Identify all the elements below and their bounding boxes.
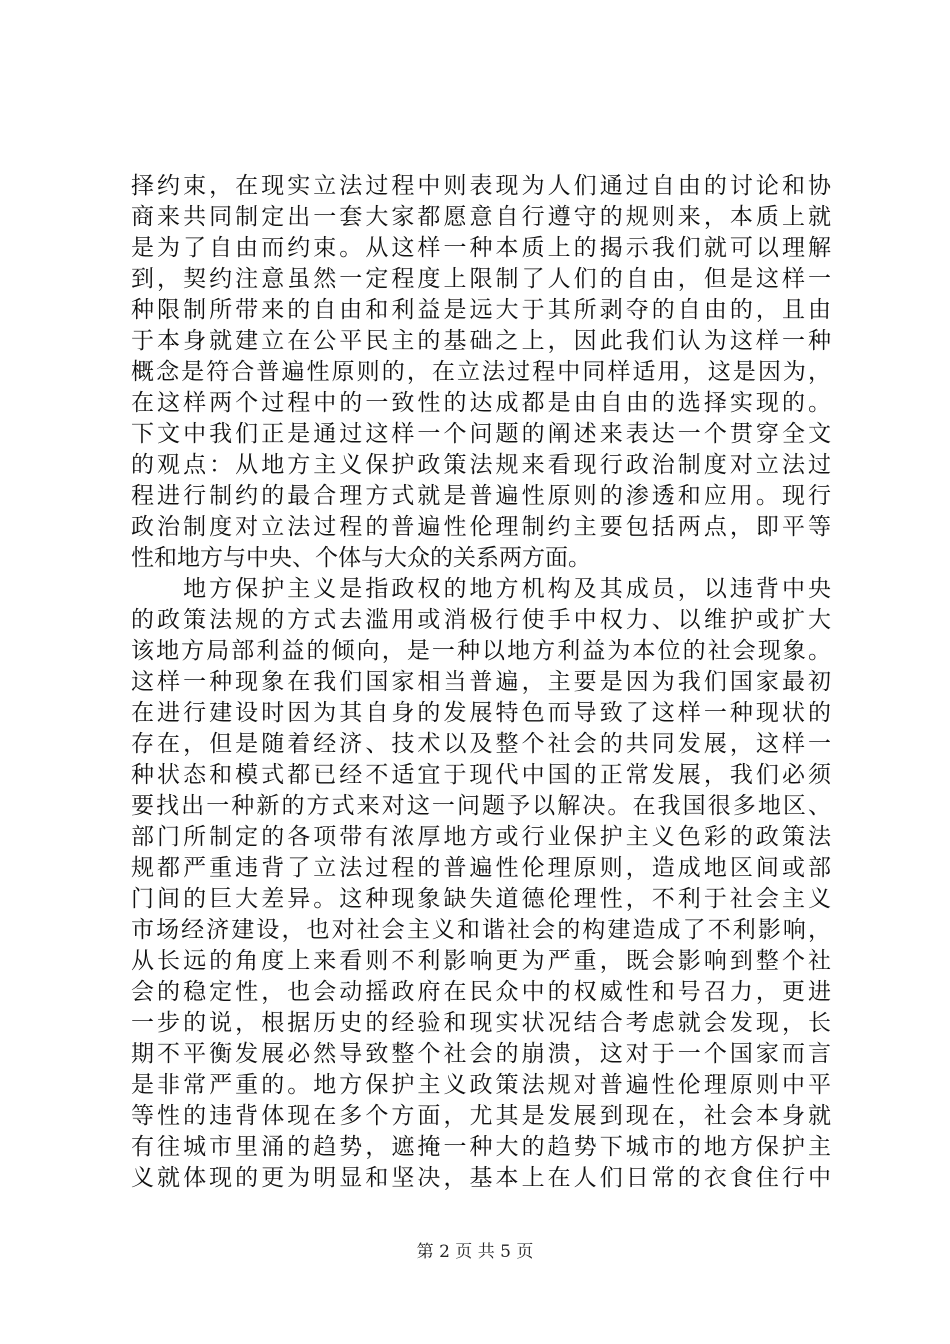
text-line: 是非常严重的。地方保护主义政策法规对普遍性伦理原则中平 [131, 1072, 831, 1098]
text-line: 有往城市里涌的趋势，遮掩一种大的趋势下城市的地方保护主 [131, 1134, 831, 1160]
body-text [131, 171, 831, 1194]
text-line: 存在，但是随着经济、技术以及整个社会的共同发展，这样一 [131, 731, 831, 757]
text-line: 在这样两个过程中的一致性的达成都是由自由的选择实现的。 [131, 390, 831, 416]
text-line: 部门所制定的各项带有浓厚地方或行业保护主义色彩的政策法 [131, 824, 831, 850]
text-line: 地方保护主义是指政权的地方机构及其成员，以违背中央 [131, 576, 831, 602]
text-line: 等性的违背体现在多个方面，尤其是发展到现在，社会本身就 [131, 1103, 831, 1129]
text-line: 义就体现的更为明显和坚决，基本上在人们日常的衣食住行中 [131, 1165, 831, 1191]
text-line: 要找出一种新的方式来对这一问题予以解决。在我国很多地区、 [131, 793, 831, 819]
text-line: 程进行制约的最合理方式就是普遍性原则的渗透和应用。现行 [131, 483, 831, 509]
text-line: 规都严重违背了立法过程的普遍性伦理原则，造成地区间或部 [131, 855, 831, 881]
text-line: 期不平衡发展必然导致整个社会的崩溃，这对于一个国家而言 [131, 1041, 831, 1067]
text-line: 择约束，在现实立法过程中则表现为人们通过自由的讨论和协 [131, 173, 831, 199]
text-line: 政治制度对立法过程的普遍性伦理制约主要包括两点，即平等 [131, 514, 831, 540]
text-line: 是为了自由而约束。从这样一种本质上的揭示我们就可以理解 [131, 235, 831, 261]
text-line: 种限制所带来的自由和利益是远大于其所剥夺的自由的，且由 [131, 297, 831, 323]
text-line: 市场经济建设，也对社会主义和谐社会的构建造成了不利影响， [131, 917, 831, 943]
text-line: 下文中我们正是通过这样一个问题的阐述来表达一个贯穿全文 [131, 421, 831, 447]
text-line: 种状态和模式都已经不适宜于现代中国的正常发展，我们必须 [131, 762, 831, 788]
text-line: 一步的说，根据历史的经验和现实状况结合考虑就会发现，长 [131, 1010, 831, 1036]
text-line: 的观点：从地方主义保护政策法规来看现行政治制度对立法过 [131, 452, 831, 478]
text-line: 门间的巨大差异。这种现象缺失道德伦理性，不利于社会主义 [131, 886, 831, 912]
text-line: 性和地方与中央、个体与大众的关系两方面。 [131, 545, 591, 571]
text-line: 在进行建设时因为其自身的发展特色而导致了这样一种现状的 [131, 700, 831, 726]
text-line: 于本身就建立在公平民主的基础之上，因此我们认为这样一种 [131, 328, 831, 354]
text-line: 到，契约注意虽然一定程度上限制了人们的自由，但是这样一 [131, 266, 831, 292]
text-line: 会的稳定性，也会动摇政府在民众中的权威性和号召力，更进 [131, 979, 831, 1005]
text-line: 这样一种现象在我们国家相当普遍，主要是因为我们国家最初 [131, 669, 831, 695]
text-line: 概念是符合普遍性原则的，在立法过程中同样适用，这是因为， [131, 359, 831, 385]
text-line: 从长远的角度上来看则不利影响更为严重，既会影响到整个社 [131, 948, 831, 974]
text-line: 商来共同制定出一套大家都愿意自行遵守的规则来，本质上就 [131, 204, 831, 230]
page-number-footer: 第 2 页 共 5 页 [416, 1242, 534, 1262]
text-line: 该地方局部利益的倾向，是一种以地方利益为本位的社会现象。 [131, 638, 831, 664]
text-line: 的政策法规的方式去滥用或消极行使手中权力、以维护或扩大 [131, 607, 831, 633]
